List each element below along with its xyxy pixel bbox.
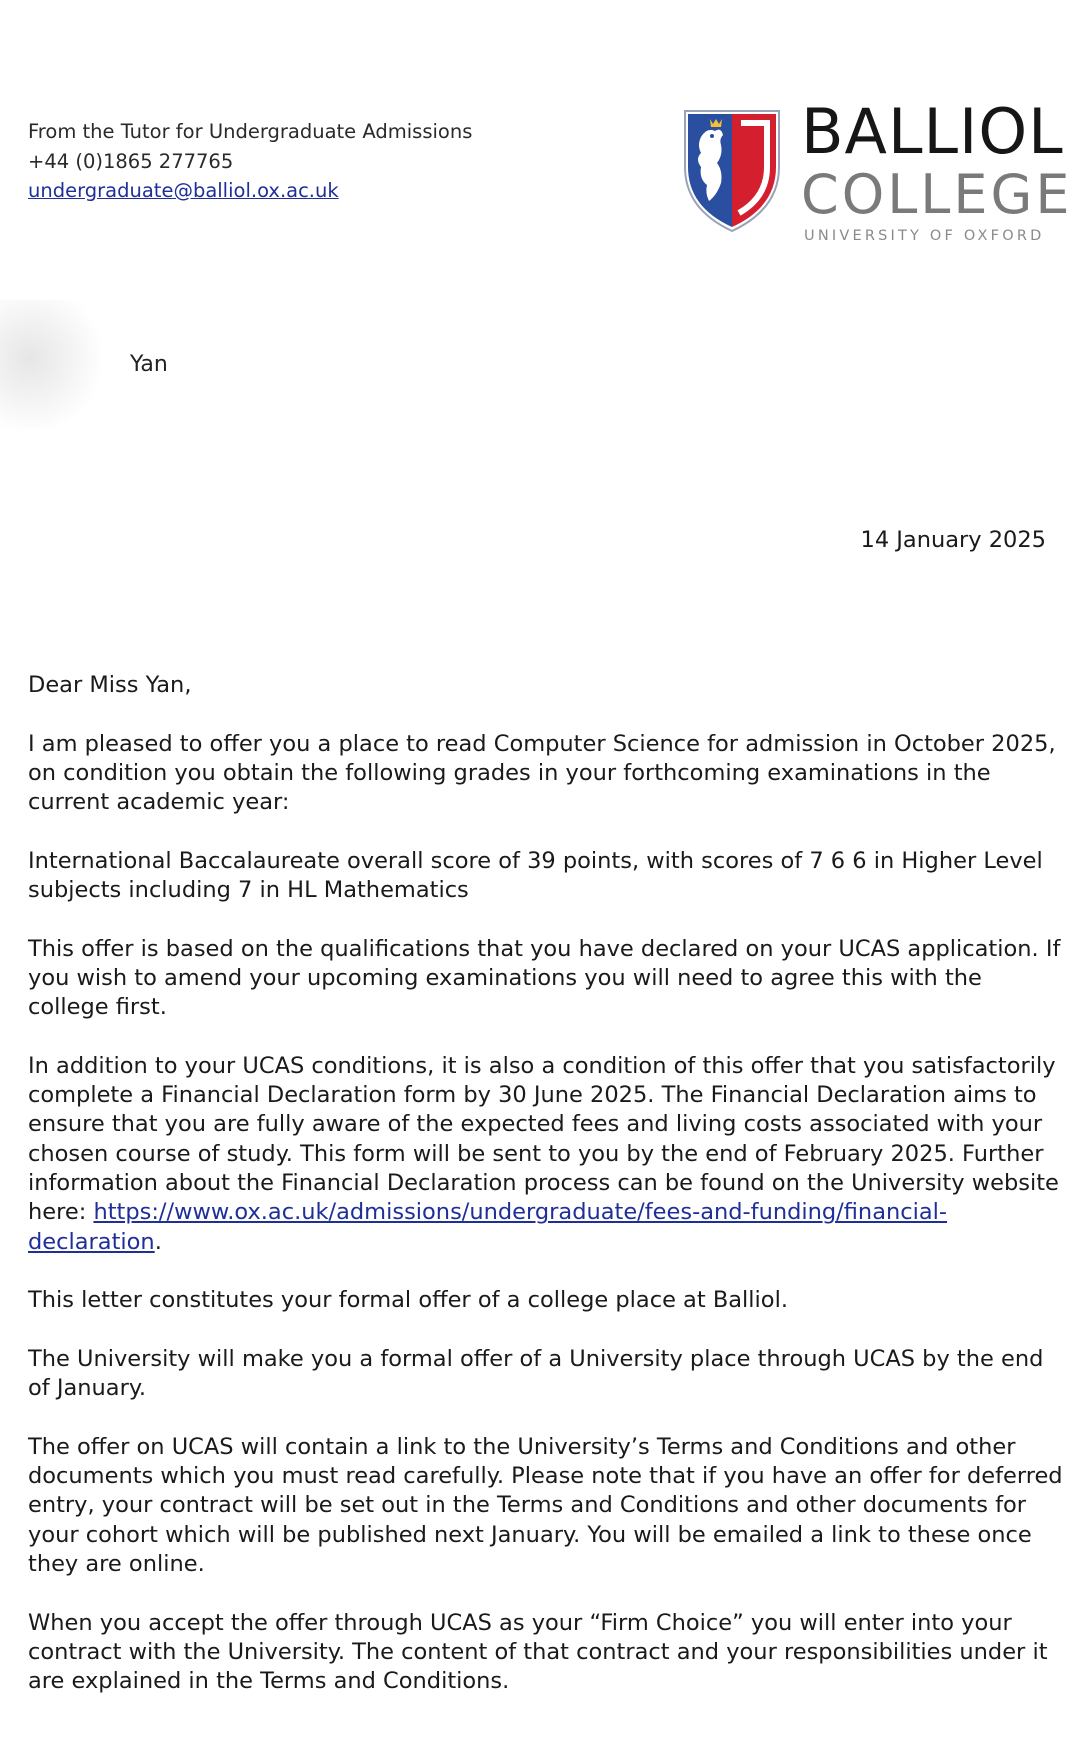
- financial-declaration-link[interactable]: https://www.ox.ac.uk/admissions/undergraduate/fees-and-funding/financial-declaration: [28, 1199, 948, 1255]
- logo-college: COLLEGE: [801, 163, 1073, 226]
- sender-block: [28, 117, 472, 206]
- redacted-name-blur: [0, 300, 100, 430]
- financial-declaration-text: In addition to your UCAS conditions, it is also a condition of this offer that you satisfactorily complete a Financial Declaration form by 30 June 2025. The Financial Declaration aims to ensure that you are fully aware of the expected fees and living costs associated with your chosen course of study. This form will be sent to you by the end of February 2025. Further information about the Financial Declaration process can be found on the University website here:: [28, 1052, 1059, 1226]
- balliol-college-logo: [683, 95, 1073, 253]
- firm-choice-paragraph: When you accept the offer through UCAS as your “Firm Choice” you will enter into your contract with the University. The content of that contract and your responsibilities under it are explained in the Terms and Conditions.: [28, 1609, 1048, 1695]
- sender-title: From the Tutor for Undergraduate Admissions: [28, 120, 473, 143]
- sender-phone: +44 (0)1865 277765: [28, 149, 234, 173]
- letter-date: 14 January 2025: [860, 527, 1046, 553]
- offer-paragraph: I am pleased to offer you a place to read Computer Science for admission in October 2025, on condition you obtain the following grades in your forthcoming examinations in the current academic year:: [28, 730, 1056, 816]
- letter-body: [28, 671, 1068, 1726]
- college-crest-icon: [683, 109, 781, 233]
- college-place-paragraph: This letter constitutes your formal offer of a college place at Balliol.: [28, 1287, 788, 1314]
- recipient-name: Yan: [130, 352, 168, 377]
- financial-declaration-period: .: [154, 1228, 162, 1255]
- salutation: Dear Miss Yan,: [28, 672, 192, 698]
- logo-university-of-oxford: UNIVERSITY OF OXFORD: [804, 228, 1045, 244]
- logo-balliol: BALLIOL: [801, 95, 1064, 168]
- financial-declaration-paragraph: [28, 1052, 1068, 1257]
- qualifications-paragraph: This offer is based on the qualifications that you have declared on your UCAS application. If you wish to amend your upcoming examinations you will need to agree this with the college first.: [28, 935, 1061, 1021]
- conditions-paragraph: International Baccalaureate overall score of 39 points, with scores of 7 6 6 in Higher Level subjects including 7 in HL Mathematics: [28, 847, 1043, 904]
- terms-paragraph: The offer on UCAS will contain a link to the University’s Terms and Conditions and other documents which you must read carefully. Please note that if you have an offer for deferred entry, your contract will be set out in the Terms and Conditions and other documents for your cohort which will be published next January. You will be emailed a link to these once they are online.: [28, 1433, 1063, 1577]
- sender-email-link[interactable]: undergraduate@balliol.ox.ac.uk: [28, 179, 339, 202]
- university-offer-paragraph: The University will make you a formal offer of a University place through UCAS by the end of January.: [28, 1345, 1044, 1402]
